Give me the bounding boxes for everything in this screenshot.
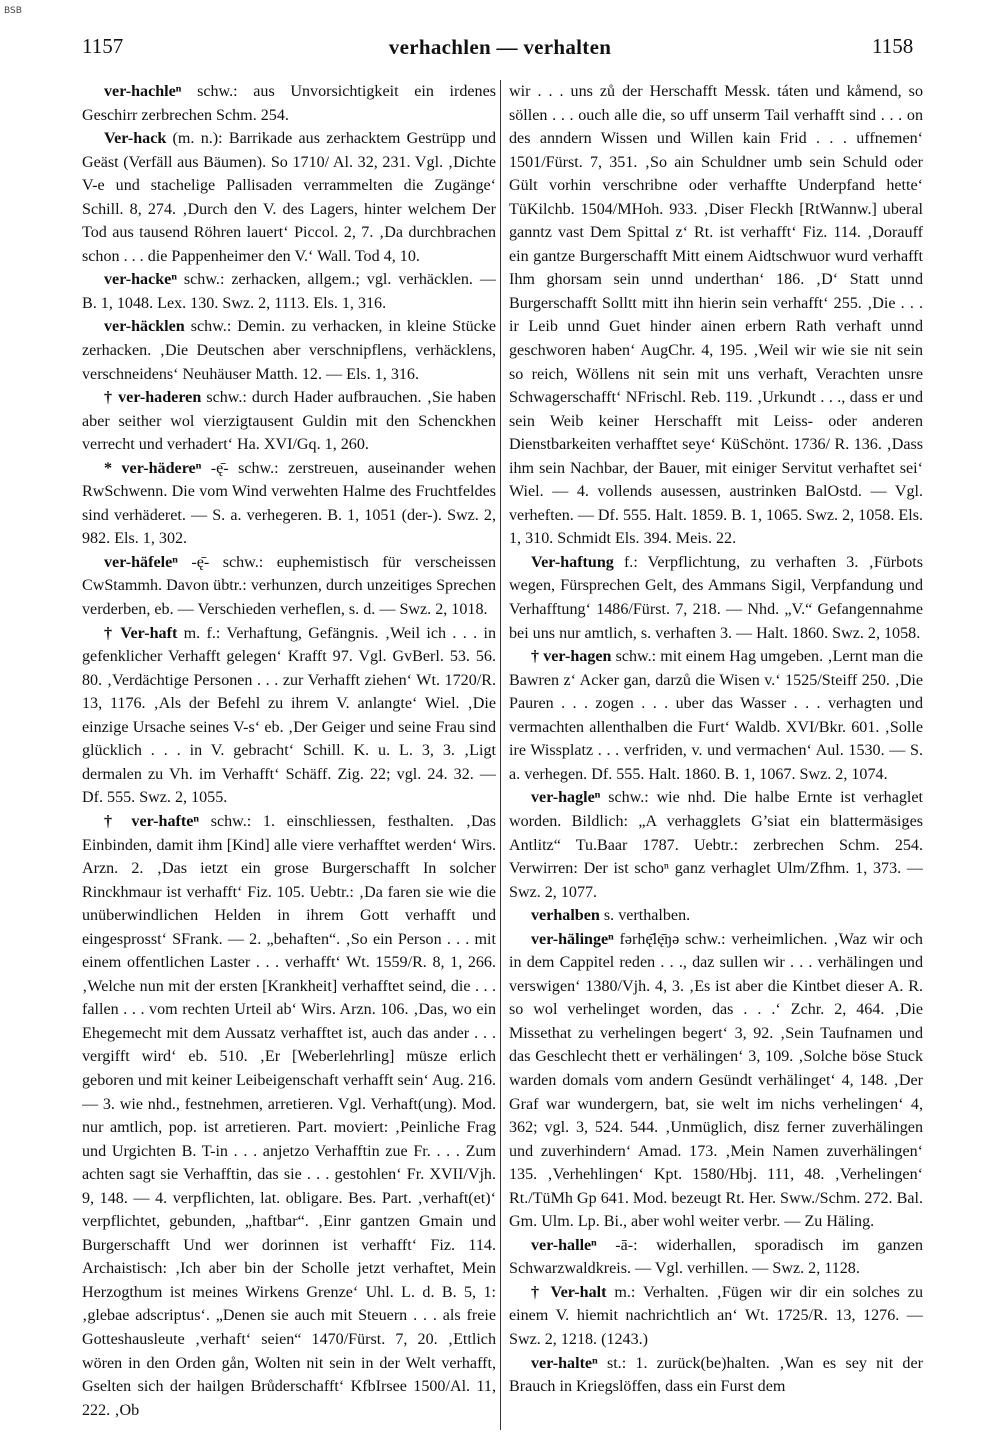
dictionary-entry xyxy=(82,810,496,1422)
dictionary-entry xyxy=(509,1234,923,1281)
entry-text: schw.: Demin. zu verhacken, in kleine Stücke zerhacken. ‚Die Deutschen aber verschnipflens, verhäcklens, verschneidens‘ Neuhäuser Matth. 12. — Els. 1, 316. xyxy=(82,318,496,383)
dictionary-entry xyxy=(509,551,923,645)
dictionary-entry xyxy=(82,80,496,127)
entry-lemma: Ver-hack xyxy=(104,130,167,148)
entry-text: m.: Verhalten. ‚Fügen wir dir ein solches zu einem V. hiemit nachrichtlich an‘ Wt. 1725/R. 13, 1276. — Swz. 2, 1218. (1243.) xyxy=(509,1283,923,1348)
entry-lemma: † ver-hafteⁿ xyxy=(104,812,199,830)
entry-text: -ā-: widerhallen, sporadisch im ganzen Schwarzwaldkreis. — Vgl. verhillen. — Swz. 2, 1128. xyxy=(509,1236,923,1278)
entry-text: fərhę̄lę̄ŋə schw.: verheimlichen. ‚Waz wir och in dem Cappitel reden . . ., daz sullen wir . . . verhälingen und verswigen‘ 1380/Vjh. 4, 3. ‚Es ist aber die Kintbet dieser A. R. so wol verhelinget worden, das . . .‘ Zchr. 2, 464. ‚Die Missethat zu verhelingen begert‘ 3, 92. ‚Sein Taufnamen und das Geschlecht thett er verhälingen‘ 3, 109. ‚Solche böse Stuck warden domals vom andern Gesündt verhälinget‘ 4, 148. ‚Der Graf war wundergern, bat, sie welt im nichs verhelingen‘ 4, 362; vgl. 3, 524. 544. ‚Unmüglich, disz ferner zuverhälingen und zuverhindern‘ Amad. 173. ‚Mein Namen zuverhälingen‘ 135. ‚Verhehlingen‘ Kpt. 1580/Hbj. 111, 48. ‚Verhelingen‘ Rt./TüMh Gp 641. Mod. bezeugt Rt. Her. Sww./Schm. 272. Bal. Gm. Ulm. Lp. Bi., aber wohl weiter verbr. — Zu Häling. xyxy=(509,930,923,1231)
entry-text: -ę̄- schw.: euphemistisch für verscheissen CwStammh. Davon übtr.: verhunzen, durch unzeitiges Sprechen verderben, eb. — Verschieden verheflen, s. d. — Swz. 2, 1018. xyxy=(82,553,496,619)
entry-text: m. f.: Verhaftung, Gefängnis. ‚Weil ich . . . in gefenklicher Verhafft gelegen‘ Krafft 97. Vgl. GvBerl. 53. 56. 80. ‚Verdächtige Personen . . . zur Verhafft ziehen‘ Wt. 1720/R. 13, 1176. ‚Als der Befehl zu ihrem V. anlangte‘ Wiel. ‚Die einzige Ursache seines V-s‘ eb. ‚Der Geiger und seine Frau sind glücklich . . . in V. gebracht‘ Schill. K. u. L. 3, 3. ‚Ligt dermalen zu Vh. im Verhafft‘ Schäff. Zig. 22; vgl. 24. 32. — Df. 555. Swz. 2, 1055. xyxy=(82,624,496,807)
dictionary-entry xyxy=(82,127,496,268)
dictionary-entry xyxy=(509,1281,923,1352)
entry-text: schw.: wie nhd. Die halbe Ernte ist verhaglet worden. Bildlich: „A verhagglets G’siat ein blattermäsiges Antlitz“ Tu.Baar 1787. Uebtr.: zerbrechen Schm. 254. Verwirren: Der ist schoⁿ ganz verhaglet Ulm/Zfhm. 1, 373. — Swz. 2, 1077. xyxy=(509,789,923,901)
dictionary-entry xyxy=(82,315,496,386)
column-divider xyxy=(500,80,501,1430)
entry-lemma: ver-hachleⁿ xyxy=(104,83,182,100)
dictionary-entry xyxy=(509,80,923,551)
entry-lemma: ver-hagleⁿ xyxy=(531,789,601,807)
entry-text: schw.: mit einem Hag umgeben. ‚Lernt man die Bawren z‘ Acker gan, darzů die Wisen v.‘ 1525/Steiff 250. ‚Die Pauren . . . zogen . . . uber das Wasser . . . verhagten und vermachten allenthalben die Furt‘ Waldb. XVI/Bkr. 601. ‚Solle ire Wissplatz . . . verfriden, v. und vermachen‘ Aul. 1530. — S. a. verhegen. Df. 555. Halt. 1860. B. 1, 1067. Swz. 2, 1074. xyxy=(509,648,923,783)
entry-text: s. verthalben. xyxy=(603,907,691,925)
page-header xyxy=(0,34,1000,60)
right-column xyxy=(509,80,923,1435)
left-page-number: 1157 xyxy=(82,34,124,58)
entry-text: schw.: 1. einschliessen, festhalten. ‚Das Einbinden, damit ihm [Kind] alle viere verhafftet werden‘ Wirs. Arzn. 2. ‚Das ietzt ein grose Burgerschafft In solcher Rinckhmaur ist verhafft‘ Fiz. 105. Uebtr.: ‚Da faren sie wie die unüberwindlichen Helden in ihrem Gott verhafft und eingesprosst‘ SFrank. — 2. „behaften“. ‚So ein Person . . . mit einem offentlichen Laster . . . verhafft‘ Wt. 1559/R. 8, 1, 266. ‚Welche nun mit der ersten [Krankheit] verhafftet seind, die . . . fallen . . . vom rechten Urteil ab‘ Wirs. Arzn. 106. ‚Das, wo ein Ehegemecht mit dem Aussatz verhafftet ist, auch das ander . . . vergifft wird‘ eb. 510. ‚Er [Weberlehrling] müsze erlich geboren und mit keiner Leibeigenschaft verhafft sein‘ Aug. 216. — 3. wie nhd., festnehmen, arretieren. Vgl. Verhaft(ung). Mod. nur amtlich, pop. ist arretieren. Part. moviert: ‚Peinliche Frag und Urgichten B. T-in . . . anjetzo Verhafftin zue Fr. . . . Zum achten sagt sie Verhafftin, das sie . . . gestohlen‘ Fr. XVII/Vjh. 9, 148. — 4. verpflichten, lat. obligare. Bes. Part. ‚verhaft(et)‘ verpflichtet, gebunden, „haftbar“. ‚Einr gantzen Gmain und Burgerschafft Und wer dorinnen ist verhafft‘ Fiz. 114. Archaistisch: ‚Ich aber bin der Scholle jetzt verhaftet, Mein Herzogthum ist meines Wirkens Grenze‘ Uhl. L. d. B. 5, 1: ‚glebae adscriptus‘. „Denen sie auch mit Steuern . . . als freie Gotteshausleute ‚verhaft‘ seien“ 1470/Fürst. 7, 20. ‚Ettlich wören in den Orden gån, Wolten nit sein in der Welt verhafft, Gselten sich der hailgen Brůderschafft‘ KfbIrsee 1500/Al. 11, 222. ‚Ob xyxy=(82,812,496,1419)
dictionary-entry xyxy=(509,1352,923,1399)
entry-lemma: ver-halteⁿ xyxy=(531,1354,598,1372)
entry-lemma: † Ver-haft xyxy=(104,624,178,642)
entry-text: schw.: aus Unvorsichtigkeit ein irdenes Geschirr zerbrechen Schm. 254. xyxy=(82,83,496,124)
dictionary-entry xyxy=(509,904,923,928)
entry-text: (m. n.): Barrikade aus zerhacktem Gestrüpp und Geäst (Verfäll aus Bäumen). So 1710/ Al. 32, 231. Vgl. ‚Dichte V-e und stachelige Pallisaden verrammelten die Zugänge‘ Schill. 8, 274. ‚Durch den V. des Lagers, hinter welchem Der Tod aus tausend Röhren lauert‘ Piccol. 2, 7. ‚Da durchbrachen schon . . . die Pappenheimer den V.‘ Wall. Tod 4, 10. xyxy=(82,130,496,265)
left-column xyxy=(82,80,496,1435)
entry-lemma: ver-halleⁿ xyxy=(531,1236,597,1254)
entry-text: schw.: zerhacken, allgem.; vgl. verhäcklen. — B. 1, 1048. Lex. 130. Swz. 2, 1113. Els. 1, 316. xyxy=(82,271,496,312)
entry-lemma: * ver-hädereⁿ xyxy=(104,459,202,477)
right-page-number: 1158 xyxy=(872,34,914,58)
dictionary-entry xyxy=(82,551,496,622)
dictionary-entry xyxy=(82,457,496,551)
entry-lemma: † ver-hagen xyxy=(531,648,612,666)
entry-lemma: † ver-haderen xyxy=(104,389,202,407)
dictionary-entry xyxy=(82,622,496,810)
entry-text: schw.: durch Hader aufbrauchen. ‚Sie haben aber seither wol vierzigtausent Guldin mit den Schenckhen verrecht und verhadert‘ Ha. XVI/Gq. 1, 260. xyxy=(82,389,496,454)
entry-lemma: ver-häfeleⁿ xyxy=(104,553,178,571)
entry-lemma: Ver-haftung xyxy=(531,553,614,571)
entry-lemma: verhalben xyxy=(531,907,600,925)
dictionary-entry xyxy=(82,386,496,457)
library-stamp: BSB xyxy=(4,6,22,16)
entry-text: wir . . . uns zů der Herschafft Messk. táten und kåmend, so söllen . . . ouch alle die, so uff unserm Tail verhafft sind . . . on des anndern Wissen und Willen kain Frid . . . uffnemen‘ 1501/Fürst. 7, 351. ‚So ain Schuldner umb sein Schuld oder Gült vorhin verschribne oder verhaffte Underpfand hette‘ TüKilchb. 1504/MHoh. 933. ‚Diser Fleckh [RtWannw.] uberal ganntz vast Dem Spittal z‘ Rt. ist verhafft‘ Fiz. 114. ‚Dorauff ein gantze Burgerschafft Mitt einem Aidtschwuor wurd verhafft Ihm ghorsam sein unnd underthan‘ 186. ‚D‘ Statt unnd Burgerschafft Solltt mitt ihn hierin sein verhafft‘ 255. ‚Die . . . ir Leib unnd Guet hinder ainen erbern Rath verhaft unnd geschworen haben‘ AugChr. 4, 195. ‚Weil wir wie sie nit sein so reich, Wöllens nit sein mit uns verhaft, Verachten unsre Schwagerschafft‘ NFrischl. Reb. 119. ‚Urkundt . . ., dass er und sein Weib keiner Herschafft mit Leiss- oder anderen Dienstbarkeiten verhafftet seye‘ KüSchönt. 1736/ R. 136. ‚Dass ihm sein Nachbar, der Bauer, mit einiger Servitut verhaftet sei‘ Wiel. — 4. vollends ausessen, austrinken BalOstd. — Vgl. verheften. — Df. 555. Halt. 1859. B. 1, 1065. Swz. 2, 1058. Els. 1, 310. Schmidt Els. 394. Meis. 22. xyxy=(509,83,923,548)
dictionary-entry xyxy=(509,645,923,786)
running-title: verhachlen — verhalten xyxy=(388,35,612,59)
entry-lemma: ver-hälingeⁿ xyxy=(531,930,614,948)
entry-lemma: ver-hackeⁿ xyxy=(104,271,177,289)
entry-lemma: ver-häcklen xyxy=(104,318,185,336)
dictionary-entry xyxy=(509,928,923,1234)
entry-text: f.: Verpflichtung, zu verhaften 3. ‚Fürbots wegen, Fürsprechen Gelt, des Ammans Sigil, Verpfandung und Verhafftung‘ 1486/Fürst. 7, 218. — Nhd. „V.“ Gefangennahme bei uns nur amtlich, s. verhaften 3. — Halt. 1860. Swz. 2, 1058. xyxy=(509,553,923,642)
dictionary-entry xyxy=(82,268,496,315)
entry-text: -ę̄- schw.: zerstreuen, auseinander wehen RwSchwenn. Die vom Wind verwehten Halme des Fruchtfeldes sind verhäderet. — S. a. verhegeren. B. 1, 1051 (der-). Swz. 2, 982. Els. 1, 302. xyxy=(82,459,496,548)
entry-text: st.: 1. zurück(be)halten. ‚Wan es sey nit der Brauch in Kriegslöffen, dass ein Furst dem xyxy=(509,1354,923,1396)
entry-lemma: † Ver-halt xyxy=(531,1283,607,1301)
dictionary-entry xyxy=(509,786,923,904)
